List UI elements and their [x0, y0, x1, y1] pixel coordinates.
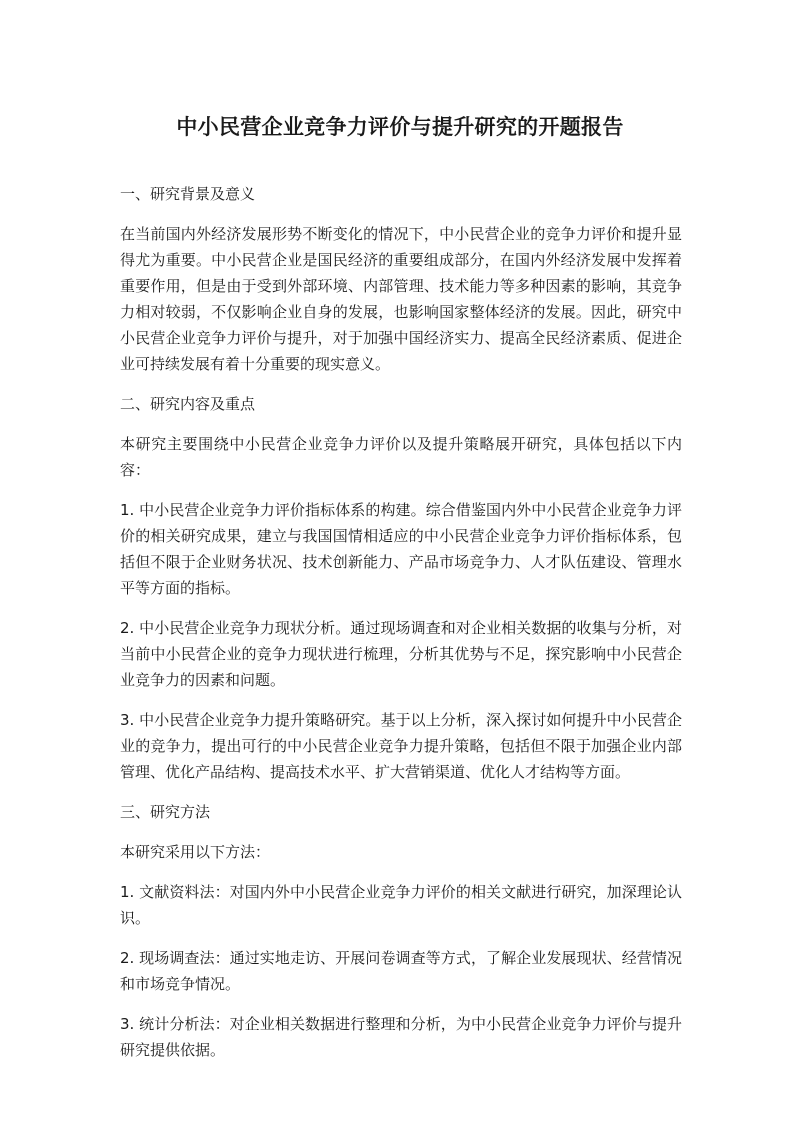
paragraph-methods-item-1: 1. 文献资料法：对国内外中小民营企业竞争力评价的相关文献进行研究，加深理论认识。 [120, 883, 682, 927]
section-heading-content: 二、研究内容及重点 [120, 395, 256, 413]
paragraph-content-item-1: 1. 中小民营企业竞争力评价指标体系的构建。综合借鉴国内外中小民营企业竞争力评价的相关研究成果，建立与我国国情相适应的中小民营企业竞争力评价指标体系，包括但不限于企业财务状况、技术创新能力、产品市场竞争力、人才队伍建设、管理水平等方面的指标。 [120, 501, 682, 597]
paragraph-content-item-3: 3. 中小民营企业竞争力提升策略研究。基于以上分析，深入探讨如何提升中小民营企业的竞争力，提出可行的中小民营企业竞争力提升策略，包括但不限于加强企业内部管理、优化产品结构、提高技术水平、扩大营销渠道、优化人才结构等方面。 [120, 711, 682, 781]
paragraph-methods-item-2: 2. 现场调查法：通过实地走访、开展问卷调查等方式，了解企业发展现状、经营情况和市场竞争情况。 [120, 949, 682, 993]
paragraph-methods-intro: 本研究采用以下方法： [120, 843, 271, 861]
paragraph-methods-item-3: 3. 统计分析法：对企业相关数据进行整理和分析，为中小民营企业竞争力评价与提升研究提供依据。 [120, 1015, 682, 1059]
paragraph-background: 在当前国内外经济发展形势不断变化的情况下，中小民营企业的竞争力评价和提升显得尤为重要。中小民营企业是国民经济的重要组成部分，在国内外经济发展中发挥着重要作用，但是由于受到外部环境、内部管理、技术能力等多种因素的影响，其竞争力相对较弱，不仅影响企业自身的发展，也影响国家整体经济的发展。因此，研究中小民营企业竞争力评价与提升，对于加强中国经济实力、提高全民经济素质、促进企业可持续发展有着十分重要的现实意义。 [120, 225, 682, 373]
document-body [120, 181, 682, 1077]
section-heading-methods: 三、研究方法 [120, 803, 211, 821]
document-title: 中小民营企业竞争力评价与提升研究的开题报告 [176, 115, 624, 139]
paragraph-content-item-2: 2. 中小民营企业竞争力现状分析。通过现场调查和对企业相关数据的收集与分析，对当前中小民营企业的竞争力现状进行梳理，分析其优势与不足，探究影响中小民营企业竞争力的因素和问题。 [120, 619, 682, 689]
paragraph-content-intro: 本研究主要围绕中小民营企业竞争力评价以及提升策略展开研究，具体包括以下内容： [120, 435, 682, 479]
section-heading-background: 一、研究背景及意义 [120, 185, 256, 203]
